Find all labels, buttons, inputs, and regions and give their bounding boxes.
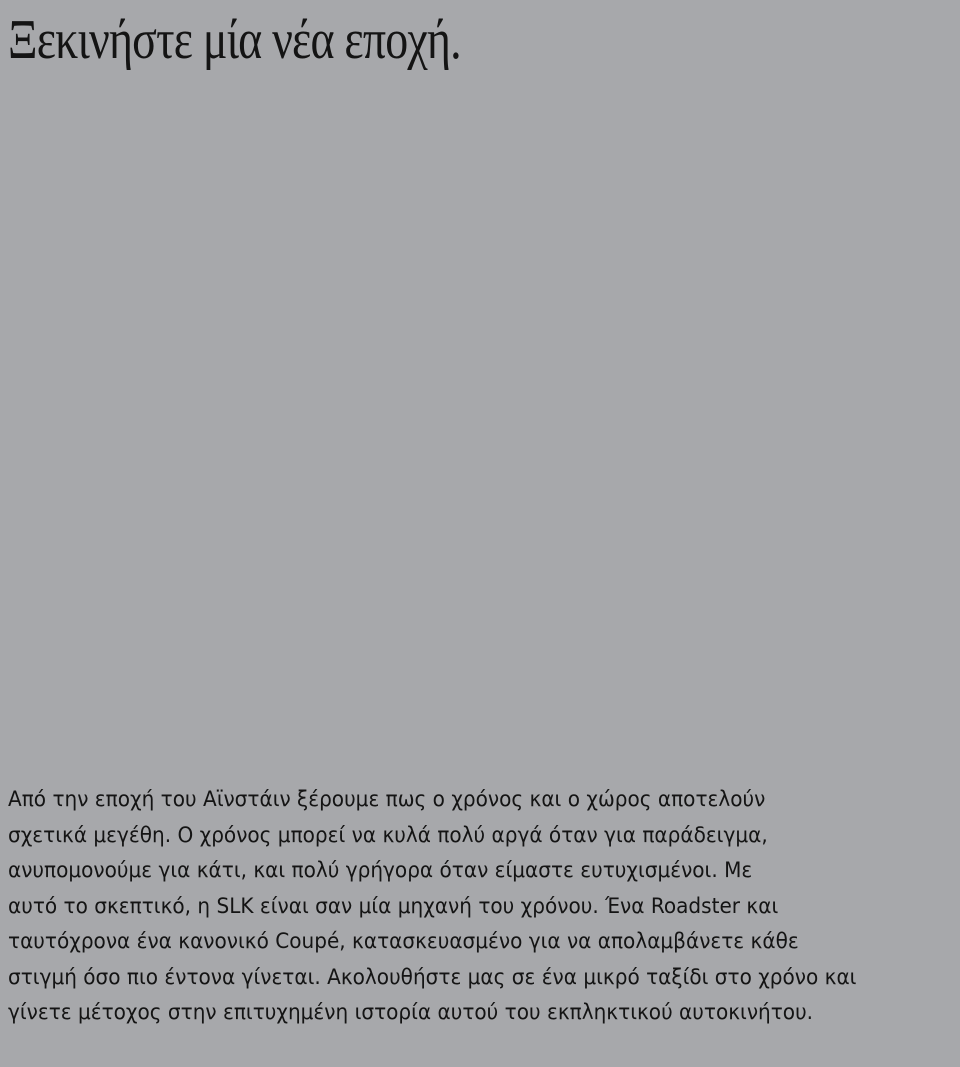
headline: Ξεκινήστε μία νέα εποχή.	[8, 9, 461, 71]
body-paragraph	[8, 782, 896, 1031]
body-line: ταυτόχρονα ένα κανονικό Coupé, κατασκευασμένο για να απολαμβάνετε κάθε	[8, 929, 799, 953]
body-line: Από την εποχή του Αϊνστάιν ξέρουμε πως ο χρόνος και ο χώρος αποτελούν	[8, 787, 766, 811]
body-line: στιγμή όσο πιο έντονα γίνεται. Ακολουθήστε μας σε ένα μικρό ταξίδι στο χρόνο και	[8, 964, 857, 989]
body-line: ανυπομονούμε για κάτι, και πολύ γρήγορα όταν είμαστε ευτυχισμένοι. Με	[8, 858, 753, 882]
body-line: γίνετε μέτοχος στην επιτυχημένη ιστορία αυτού του εκπληκτικού αυτοκινήτου.	[8, 1000, 814, 1024]
body-line: σχετικά μεγέθη. Ο χρόνος μπορεί να κυλά πολύ αργά όταν για παράδειγμα,	[8, 822, 768, 847]
body-line: αυτό το σκεπτικό, η SLK είναι σαν μία μηχανή του χρόνου. Ένα Roadster και	[8, 893, 779, 918]
